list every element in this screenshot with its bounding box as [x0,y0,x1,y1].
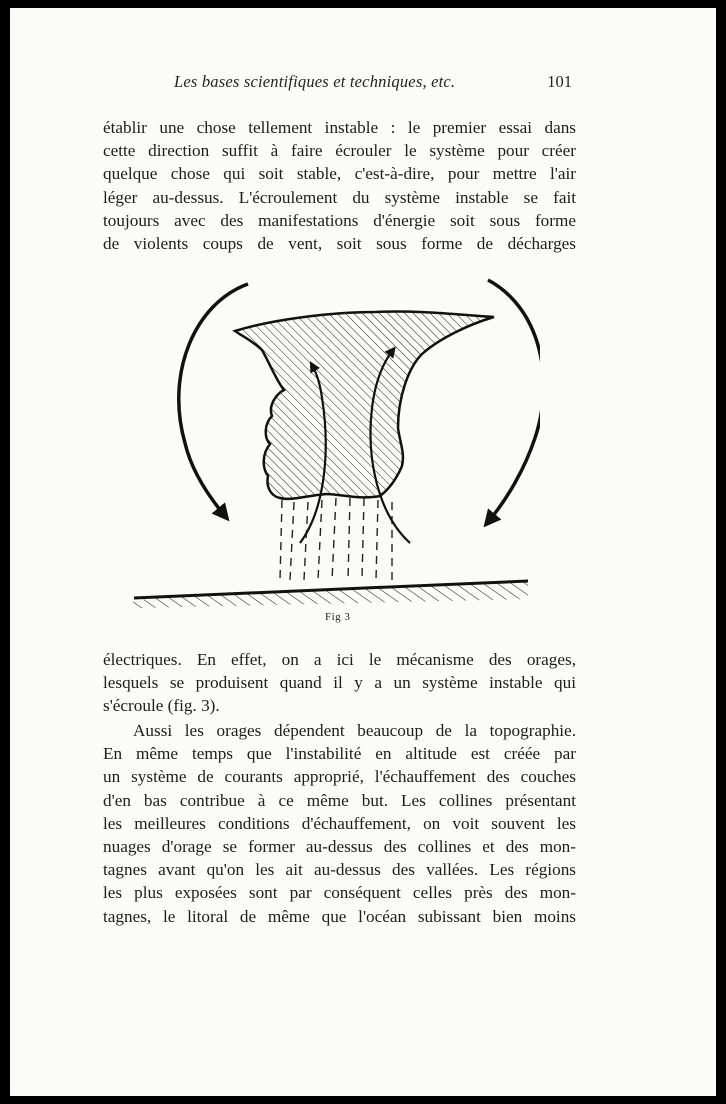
paragraph-2 [103,648,576,718]
text-line: Aussi les orages dépendent beaucoup de la topographie. [133,721,576,740]
text-line: les meilleures conditions d'échauffement, on voit souvent les [103,813,576,833]
page-number: 101 [547,72,572,91]
text-line: quelque chose qui soit stable, c'est-à-dire, pour mettre l'air [103,164,576,184]
text-line: lesquels se produisent quand il y a un système instable qui [103,673,576,693]
text-line: établir une chose tellement instable : le premier essai dans [103,118,576,137]
running-title: Les bases scientifiques et techniques, etc. [174,72,456,91]
text-line: tagnes avant qu'on les ait au-dessus des vallées. Les régions [103,860,576,880]
text-line: électriques. En effet, on a ici le mécanisme des orages, [103,650,576,669]
thunderstorm-figure [130,268,540,613]
text-line: les plus exposées sont par conséquent celles près des mon- [103,883,576,903]
text-line: nuages d'orage se former au-dessus des collines et des mon- [103,837,576,857]
text-line: léger au-dessus. L'écroulement du système instable se fait [103,187,576,207]
left-downdraft-arrow [179,284,248,516]
paragraph-1 [103,116,576,255]
text-line: toujours avec des manifestations d'énergie soit sous forme [103,210,576,230]
right-downdraft-arrow [488,280,540,522]
text-line: de violents coups de vent, soit sous forme de décharges [103,234,576,254]
text-line: un système de courants approprié, l'échauffement des couches [103,767,576,787]
paragraph-3 [103,719,576,928]
text-line: tagnes, le litoral de même que l'océan subissant bien moins [103,906,576,926]
text-line: cette direction suffit à faire écrouler le système pour créer [103,141,576,161]
text-line: En même temps que l'instabilité en altitude est créée par [103,744,576,764]
running-header [174,72,572,92]
storm-cloud-shape [235,312,494,499]
text-line: d'en bas contribue à ce même but. Les collines présentant [103,790,576,810]
rain-lines [280,498,392,580]
text-line: s'écroule (fig. 3). [103,696,220,716]
figure-caption: Fig 3 [325,611,351,623]
